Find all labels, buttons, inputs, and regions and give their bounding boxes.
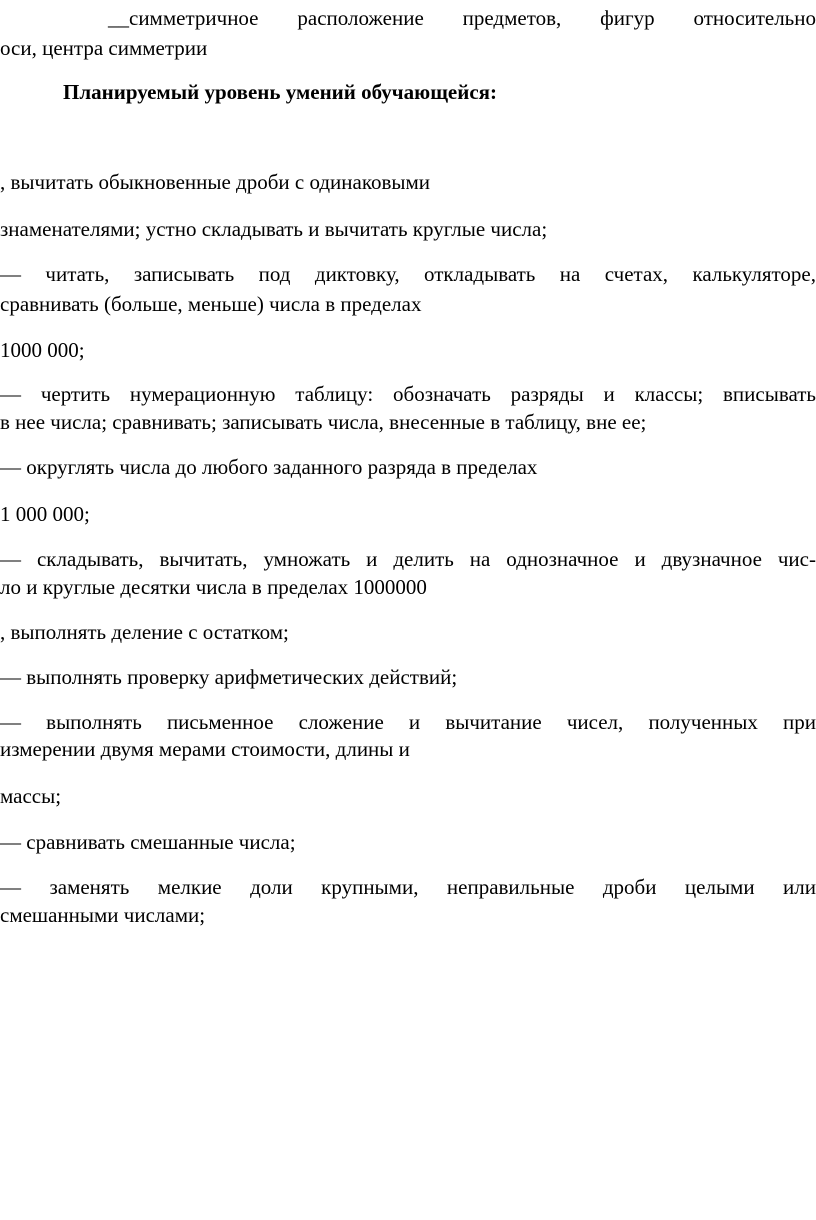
paragraph-read-write-line1: — читать, записывать под диктовку, откладывать на счетах, калькуляторе, bbox=[0, 262, 816, 286]
paragraph-check: — выполнять проверку арифметических действий; bbox=[0, 665, 458, 689]
paragraph-read-write-line2: сравнивать (больше, меньше) числа в пределах bbox=[0, 292, 422, 316]
paragraph-1000000-b: 1 000 000; bbox=[0, 502, 90, 526]
paragraph-table-line1: — чертить нумерационную таблицу: обозначать разряды и классы; вписывать bbox=[0, 382, 816, 406]
paragraph-arithmetic-line1: — складывать, вычитать, умножать и делить на однозначное и двузначное чис- bbox=[0, 547, 816, 571]
paragraph-written-line2: измерении двумя мерами стоимости, длины и bbox=[0, 737, 410, 761]
paragraph-round: — округлять числа до любого заданного разряда в пределах bbox=[0, 455, 538, 479]
paragraph-symmetry-line2: оси, центра симметрии bbox=[0, 36, 208, 60]
paragraph-1000000-a: 1000 000; bbox=[0, 338, 85, 362]
paragraph-table-line2: в нее числа; сравнивать; записывать числа, внесенные в таблицу, вне ее; bbox=[0, 410, 647, 434]
paragraph-subtract-fractions: , вычитать обыкновенные дроби с одинаковыми bbox=[0, 170, 431, 194]
paragraph-denominators: знаменателями; устно складывать и вычитать круглые числа; bbox=[0, 217, 548, 241]
paragraph-remainder: , выполнять деление с остатком; bbox=[0, 620, 289, 644]
paragraph-arithmetic-line2: ло и круглые десятки числа в пределах 1000000 bbox=[0, 575, 427, 599]
paragraph-replace-line1: — заменять мелкие доли крупными, неправильные дроби целыми или bbox=[0, 875, 816, 899]
paragraph-replace-line2: смешанными числами; bbox=[0, 903, 206, 927]
section-heading: Планируемый уровень умений обучающейся: bbox=[63, 80, 498, 104]
paragraph-compare-mixed: — сравнивать смешанные числа; bbox=[0, 830, 296, 854]
paragraph-symmetry-line1: __симметричное расположение предметов, фигур относительно bbox=[108, 6, 816, 30]
paragraph-written-line1: — выполнять письменное сложение и вычитание чисел, полученных при bbox=[0, 710, 816, 734]
paragraph-mass: массы; bbox=[0, 784, 62, 808]
